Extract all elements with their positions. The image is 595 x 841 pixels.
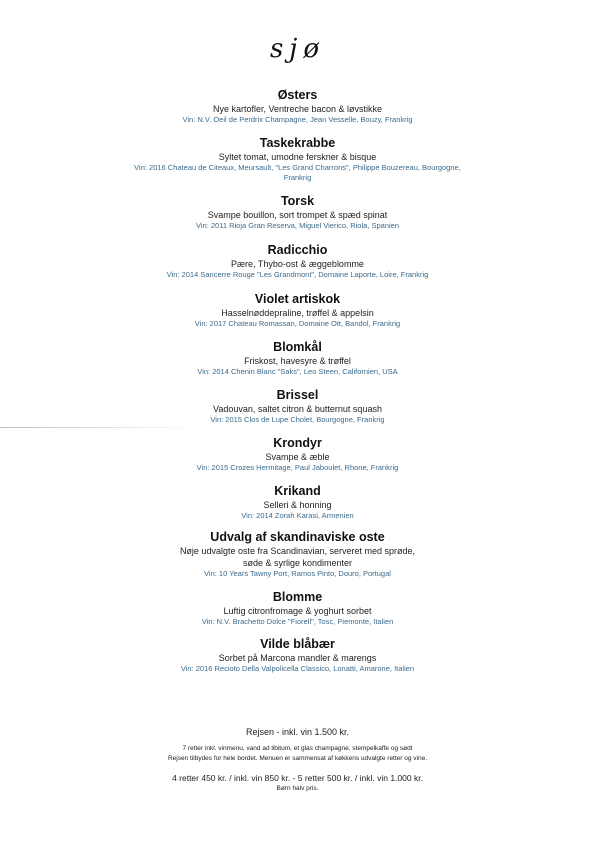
course-title: Krikand [274,484,321,498]
table-note: Rejsen tilbydes for hele bordet. Menuen er sammensat af køkkens udvalgte retter og vine. [167,755,428,762]
course-description: Friskost, havesyre & trøffel [244,356,351,366]
course-item [0,243,595,280]
course-prices: 4 retter 450 kr. / inkl. vin 850 kr. - 5 retter 500 kr. / inkl. vin 1.000 kr. [172,773,423,783]
course-description: Syltet tomat, umodne ferskner & bisque [218,152,377,162]
restaurant-logo: sjø [269,34,326,64]
course-wine: Vin: 2014 Zorah Karasi, Armenien [241,511,354,520]
course-wine: Vin: 2015 Clos de Lupe Cholet, Bourgogne, Frankrig [210,415,385,424]
course-item [0,530,595,579]
course-description: Selleri & honning [263,500,332,510]
course-list [0,88,595,674]
journey-price: Rejsen - inkl. vin 1.500 kr. [245,727,350,737]
course-description: Luftig citronfromage & yoghurt sorbet [223,606,372,616]
course-title: Radicchio [267,243,328,257]
course-item [0,292,595,329]
course-description: Pære, Thybo-ost & æggeblomme [231,259,364,269]
course-wine: Vin: 2017 Chateau Romassan, Domaine Ott, Bandol, Frankrig [194,319,401,328]
pricing-footer [0,726,595,794]
course-title: Torsk [280,194,315,208]
course-item [0,136,595,183]
course-description: Vadouvan, saltet citron & butternut squash [213,404,382,414]
course-wine: Vin: 10 Years Tawny Port, Ramos Pinto, Douro, Portugal [204,569,391,578]
course-wine: Vin: 2016 Chateau de Citeaux, Meursault, "Les Grand Charrons", Philippe Bouzereau, Bourgogne, [134,163,461,172]
course-description: Hasselnøddepraline, trøffel & appelsin [221,308,374,318]
course-title: Blomkål [273,340,322,354]
course-wine: Vin: 2016 Recioto Della Valpolicella Classico, Lonatti, Amarone, Italien [180,664,415,673]
journey-note: 7 retter inkl. vinmenu, vand ad libitum, et glas champagne, stempelkaffe og sødt [182,745,413,752]
course-wine: Vin: 2015 Crozes Hermitage, Paul Jaboulet, Rhone, Frankrig [196,463,399,472]
course-description-continued: søde & syrlige kondimenter [242,558,353,568]
course-title: Taskekrabbe [259,136,336,150]
course-description: Svampe & æble [265,452,330,462]
course-description: Svampe bouillon, sort trompet & spæd spinat [207,210,388,220]
course-item [0,637,595,674]
course-title: Blomme [272,590,323,604]
course-title: Brissel [276,388,319,402]
course-item [0,388,595,425]
course-title: Krondyr [273,436,322,450]
course-item [0,88,595,125]
course-title: Violet artiskok [254,292,341,306]
children-price: Børn halv pris. [276,785,319,792]
course-wine: Vin: N.V. Oeil de Perdrix Champagne, Jean Vesselle, Bouzy, Frankrig [182,115,413,124]
course-wine: Vin: 2014 Chenin Blanc "Saks", Leo Steen, Californien, USA [197,367,398,376]
course-wine: Vin: N.V. Brachetto Dolce "Fiorell", Tosc, Piemonte, Italien [201,617,394,626]
course-item [0,484,595,521]
course-description: Nøje udvalgte oste fra Scandinavian, serveret med sprøde, [179,546,416,556]
course-wine-continued: Frankrig [283,173,312,182]
course-item [0,340,595,377]
course-title: Vilde blåbær [260,637,335,651]
course-wine: Vin: 2011 Rioja Gran Reserva, Miguel Vierico, Riola, Spanien [195,221,400,230]
scan-artifact-line [0,427,200,428]
course-description: Sorbet på Marcona mandler & marengs [218,653,377,663]
course-title: Østers [277,88,318,102]
course-wine: Vin: 2014 Sancerre Rouge "Les Grandmont", Domaine Laporte, Loire, Frankrig [166,270,429,279]
course-item [0,590,595,627]
course-title: Udvalg af skandinaviske oste [210,530,385,544]
course-description: Nye kartofler, Ventreche bacon & løvstikke [212,104,383,114]
scan-mark-icon: · [565,58,568,65]
course-item [0,436,595,473]
course-item [0,194,595,231]
